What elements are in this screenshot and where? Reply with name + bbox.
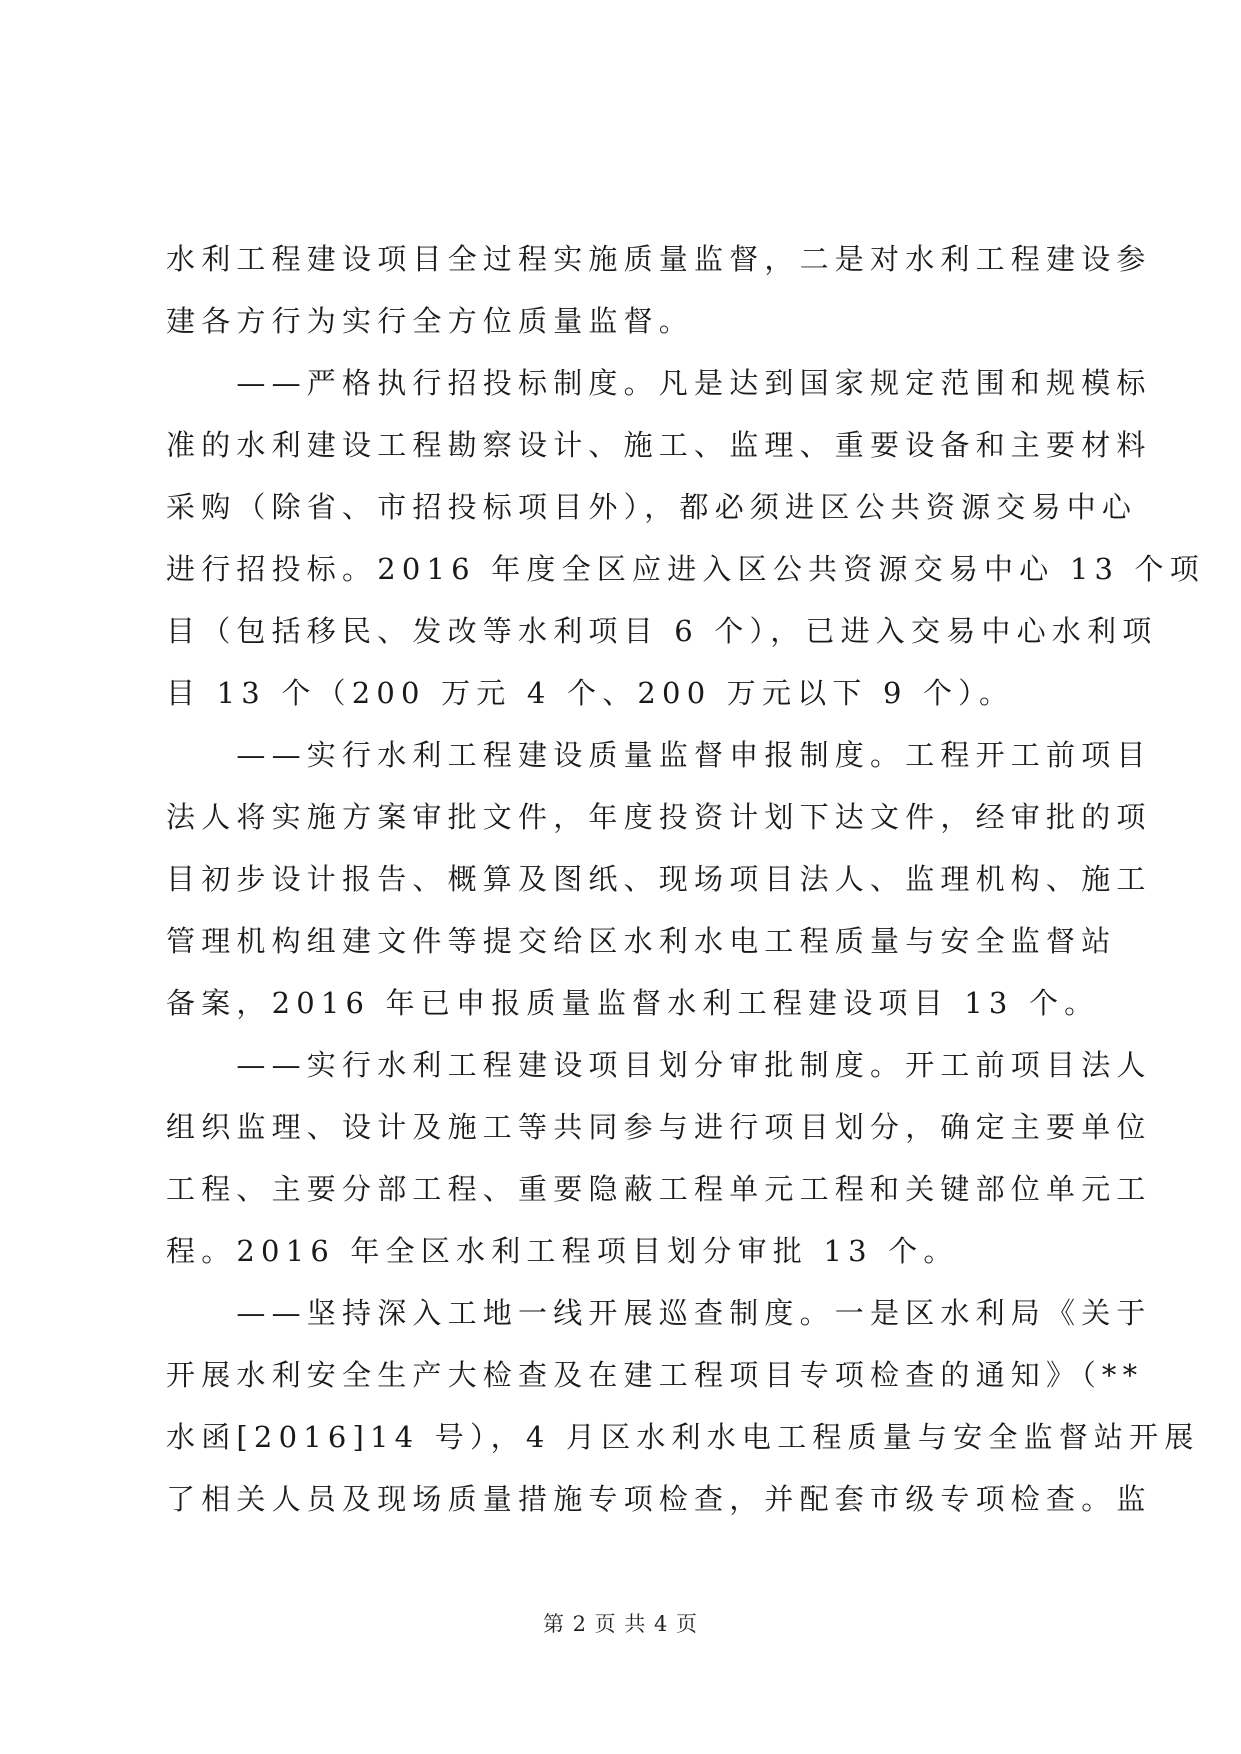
body-text bbox=[166, 228, 1205, 1530]
text-line: ——实行水利工程建设项目划分审批制度。开工前项目法人 bbox=[166, 1048, 1152, 1082]
text-line: 法人将实施方案审批文件，年度投资计划下达文件，经审批的项 bbox=[166, 800, 1152, 834]
text-line: ——严格执行招投标制度。凡是达到国家规定范围和规模标 bbox=[166, 366, 1152, 400]
text-line: 组织监理、设计及施工等共同参与进行项目划分，确定主要单位 bbox=[166, 1110, 1152, 1144]
text-line: 开展水利安全生产大检查及在建工程项目专项检查的通知》（** bbox=[166, 1358, 1144, 1392]
text-line: 采购（除省、市招投标项目外），都必须进区公共资源交易中心 bbox=[166, 490, 1138, 524]
text-line: ——实行水利工程建设质量监督申报制度。工程开工前项目 bbox=[166, 738, 1152, 772]
text-line: 水函[2016]14 号），4 月区水利水电工程质量与安全监督站开展 bbox=[166, 1420, 1200, 1454]
text-line: 准的水利建设工程勘察设计、施工、监理、重要设备和主要材料 bbox=[166, 428, 1152, 462]
text-line: 水利工程建设项目全过程实施质量监督，二是对水利工程建设参 bbox=[166, 242, 1152, 276]
text-line: 建各方行为实行全方位质量监督。 bbox=[166, 304, 695, 338]
page-number-footer: 第 2 页 共 4 页 bbox=[542, 1612, 699, 1636]
text-line: ——坚持深入工地一线开展巡查制度。一是区水利局《关于 bbox=[166, 1296, 1152, 1330]
text-line: 管理机构组建文件等提交给区水利水电工程质量与安全监督站 bbox=[166, 924, 1117, 958]
text-line: 备案，2016 年已申报质量监督水利工程建设项目 13 个。 bbox=[166, 986, 1100, 1020]
text-line: 工程、主要分部工程、重要隐蔽工程单元工程和关键部位单元工 bbox=[166, 1172, 1152, 1206]
text-line: 了相关人员及现场质量措施专项检查，并配套市级专项检查。监 bbox=[166, 1482, 1152, 1516]
text-line: 进行招投标。2016 年度全区应进入区公共资源交易中心 13 个项 bbox=[166, 552, 1205, 586]
text-line: 目（包括移民、发改等水利项目 6 个），已进入交易中心水利项 bbox=[166, 614, 1158, 648]
text-line: 目初步设计报告、概算及图纸、现场项目法人、监理机构、施工 bbox=[166, 862, 1152, 896]
text-line: 程。2016 年全区水利工程项目划分审批 13 个。 bbox=[166, 1234, 959, 1268]
text-line: 目 13 个（200 万元 4 个、200 万元以下 9 个）。 bbox=[166, 676, 1015, 710]
